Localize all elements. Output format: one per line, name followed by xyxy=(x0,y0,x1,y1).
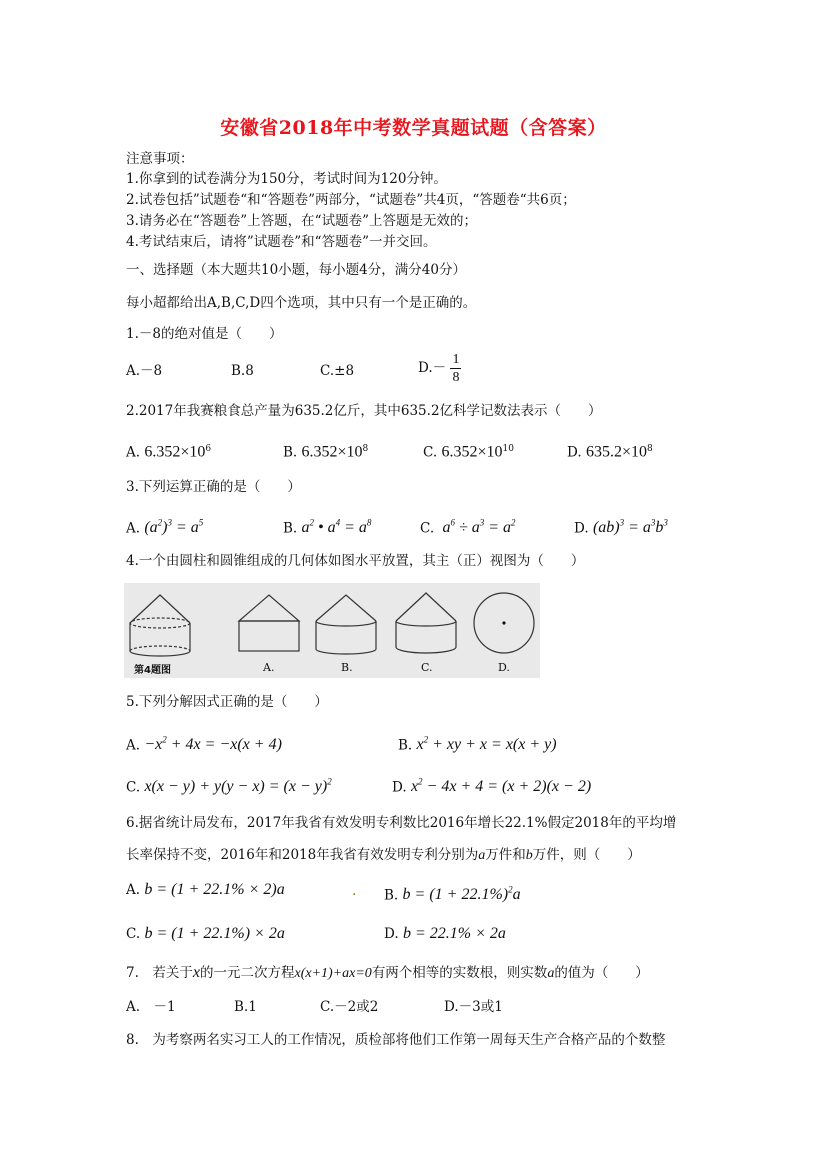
q6-option-a-label: A. xyxy=(126,882,141,898)
q1-option-a: A.－8 xyxy=(126,363,163,379)
q2-option-b-value: 6.352×10 xyxy=(301,443,363,461)
q2-option-d-label: D. xyxy=(567,444,582,461)
notice-item-4: 4.考试结束后，请将”试题卷”和“答题卷”一并交回。 xyxy=(126,234,437,250)
option-b-triangle xyxy=(316,595,376,621)
q2-option-a-exp: 6 xyxy=(205,444,212,454)
q3-option-d-expression: $(ab)^3 = a^3b^3$ xyxy=(592,518,668,537)
q2-option-b xyxy=(283,440,368,462)
q8-stem: 8. 为考察两名实习工人的工作情况，质检部将他们工作第一周每天生产合格产品的个数整 xyxy=(126,1032,666,1048)
q2-option-a-value: 6.352×10 xyxy=(144,443,206,461)
q7-stem xyxy=(126,964,649,983)
q6-var-a: a xyxy=(478,848,486,863)
q6-stem-part-a: 长率保持不变，2016年和2018年我省有效发明专利分别为 xyxy=(126,847,479,863)
q3-option-c xyxy=(420,514,516,537)
q5-stem: 5.下列分解因式正确的是（ ） xyxy=(126,694,328,710)
q2-option-d-exp: 8 xyxy=(646,444,653,454)
q3-option-c-expression: $a^6 \div a^3 = a^2$ xyxy=(438,518,516,537)
q7-var-a: a xyxy=(547,966,555,981)
q5-option-b-expression: $x^2$ + xy + x = x(x + y) xyxy=(416,735,557,754)
q5-option-d xyxy=(392,773,591,796)
q7-equation: x(x+1)+ax=0 xyxy=(294,966,372,981)
option-a-triangle xyxy=(239,595,299,621)
q4-figure-drawing xyxy=(124,583,540,678)
q1-stem: 1.－8的绝对值是（ ） xyxy=(126,326,283,342)
q6-option-b xyxy=(384,881,521,904)
q5-option-a-label: A. xyxy=(126,737,141,754)
q1-fraction-numerator: 1 xyxy=(452,352,460,367)
q6-stem-line1: 6.据省统计局发布，2017年我省有效发明专利数比2016年增长22.1%假定2018年的平均增 xyxy=(126,815,677,831)
q4-label-d: D. xyxy=(498,661,510,674)
q3-option-d xyxy=(574,514,668,537)
q6-option-c-expression: b = (1 + 22.1%) × 2a xyxy=(144,925,285,942)
q2-option-b-exp: 8 xyxy=(362,444,369,454)
q5-option-a xyxy=(126,731,282,754)
q4-label-c: C. xyxy=(421,661,433,674)
q5-option-d-expression: $x^2 - 4x + 4 = (x + 2)(x - 2)$ xyxy=(410,777,592,796)
q6-option-c-label: C. xyxy=(126,926,141,942)
q6-stem-part-c: 万件，则（ ） xyxy=(532,847,641,863)
q7-option-a: A. －1 xyxy=(126,999,176,1015)
q2-option-b-label: B. xyxy=(283,444,298,461)
q2-option-c-exp: 10 xyxy=(502,444,514,454)
q5-option-d-label: D. xyxy=(392,779,407,796)
q3-option-a-label: A. xyxy=(126,520,141,537)
option-c-triangle xyxy=(396,593,456,621)
q4-label-a: A. xyxy=(263,661,275,674)
option-b-body xyxy=(316,621,376,654)
page-title: 安徽省2018年中考数学真题试题（含答案） xyxy=(220,117,607,139)
q3-option-d-label: D. xyxy=(574,520,589,537)
q7-var-x: x xyxy=(192,964,200,981)
q2-option-a-label: A. xyxy=(126,444,141,461)
q4-stem: 4.一个由圆柱和圆锥组成的几何体如图水平放置，其主（正）视图为（ ） xyxy=(126,553,585,569)
q7-option-b: B.1 xyxy=(234,999,257,1015)
q1-fraction xyxy=(450,351,461,386)
q6-option-b-expression: $b = (1 + 22.1\%)^2a$ xyxy=(402,885,521,904)
q6-option-d-label: D. xyxy=(384,926,399,942)
q3-option-a-expression: $(a^2)^3 = a^5$ xyxy=(144,518,204,537)
solid-bottom-front xyxy=(130,651,190,656)
q2-option-d xyxy=(567,440,653,462)
q1-fraction-denominator: 8 xyxy=(452,370,460,385)
solid-bottom-back xyxy=(130,646,190,651)
q6-stem-part-b: 万件和 xyxy=(485,847,526,863)
q3-option-c-label: C. xyxy=(420,520,435,537)
q6-option-d xyxy=(384,925,506,943)
notice-item-2: 2.试卷包括”试题卷“和“答题卷”两部分，“试题卷”共4页，“答题卷“共6页； xyxy=(126,192,576,208)
q2-option-a xyxy=(126,440,211,462)
option-d-center-dot xyxy=(502,621,505,624)
q5-option-c xyxy=(126,773,332,796)
notice-item-3: 3.请务必在“答题卷”上答题，在“试题卷”上答题是无效的； xyxy=(126,213,477,229)
q3-option-a xyxy=(126,514,203,537)
q7-option-d: D.－3或1 xyxy=(444,999,503,1015)
q2-option-c-label: C. xyxy=(423,444,438,461)
q6-option-b-label: B. xyxy=(384,887,399,904)
q6-option-c xyxy=(126,925,285,943)
option-a-rect xyxy=(239,621,299,651)
notice-heading: 注意事项： xyxy=(126,151,194,167)
q7-stem-part-a: 7. 若关于 xyxy=(126,965,193,981)
q3-option-b-expression: $a^2$ • $a^4 = a^8$ xyxy=(301,518,372,537)
solid-top-ellipse xyxy=(130,618,190,628)
q2-stem: 2.2017年我赛粮食总产量为635.2亿斤，其中635.2亿科学记数法表示（ ） xyxy=(126,403,602,419)
notice-item-1: 1.你拿到的试卷满分为150分，考试时间为120分钟。 xyxy=(126,171,447,187)
q7-stem-part-d: 的值为（ ） xyxy=(554,965,649,981)
q7-stem-part-c: 有两个相等的实数根，则实数 xyxy=(371,965,548,981)
q7-stem-part-b: 的一元二次方程 xyxy=(200,965,295,981)
q1-option-c: C.±8 xyxy=(320,363,355,379)
option-c-body xyxy=(396,621,456,653)
q4-figure xyxy=(124,583,540,678)
q7-option-c: C.－2或2 xyxy=(320,999,379,1015)
section-heading: 一、选择题（本大题共10小题，每小题4分，满分40分） xyxy=(126,262,466,278)
q1-option-d-prefix: D.－ xyxy=(418,360,447,376)
q2-option-d-value: 635.2×10 xyxy=(585,443,647,461)
solid-cone-outline xyxy=(130,595,190,623)
q1-option-b: B.8 xyxy=(231,363,254,379)
q6-option-a-expression: b = (1 + 22.1% × 2)a xyxy=(144,881,285,898)
q4-label-b: B. xyxy=(341,661,353,674)
section-instruction: 每小超都给出A,B,C,D四个选项，其中只有一个是正确的。 xyxy=(126,295,477,311)
q6-option-a xyxy=(126,881,285,899)
q5-option-c-expression: $x(x - y) + y(y - x) = (x - y)^2$ xyxy=(144,777,332,796)
stray-mark: . xyxy=(352,883,357,899)
q6-option-d-expression: b = 22.1% × 2a xyxy=(402,925,506,942)
q5-option-b xyxy=(398,731,557,754)
q4-figure-caption: 第4题图 xyxy=(134,665,171,676)
q2-option-c-value: 6.352×10 xyxy=(441,443,503,461)
q6-var-b: b xyxy=(525,848,533,863)
q5-option-a-expression: $-x^2 + 4x = -x(x + 4)$ xyxy=(144,735,282,754)
q3-stem: 3.下列运算正确的是（ ） xyxy=(126,479,301,495)
q3-option-b xyxy=(283,514,371,537)
q5-option-b-label: B. xyxy=(398,737,413,754)
q5-option-c-label: C. xyxy=(126,779,141,796)
q6-stem-line2 xyxy=(126,846,641,865)
q1-option-d xyxy=(418,351,461,386)
q2-option-c xyxy=(423,440,514,462)
q3-option-b-label: B. xyxy=(283,520,298,537)
